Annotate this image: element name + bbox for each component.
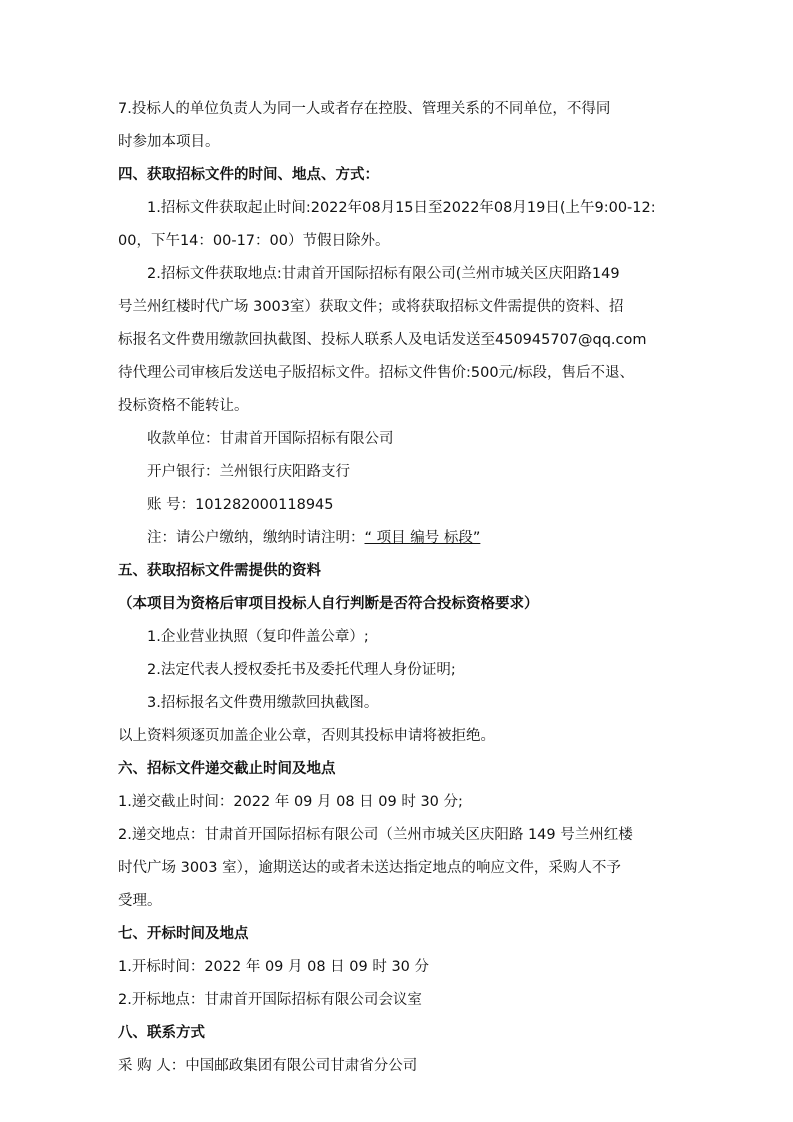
section4-heading: 四、获取招标文件的时间、地点、方式： <box>118 167 379 183</box>
s4-item1-line1: 1.招标文件获取起止时间:2022年08月15日至2022年08月19日(上午9:00-12: <box>147 200 656 216</box>
section5-subheading: （本项目为资格后审项目投标人自行判断是否符合投标资格要求） <box>118 596 539 612</box>
note-line <box>147 528 480 548</box>
note-underlined-text: “ 项目 编号 标段” <box>364 530 481 546</box>
s5-item3: 3.招标报名文件费用缴款回执截图。 <box>147 695 379 711</box>
s5-item2: 2.法定代表人授权委托书及委托代理人身份证明; <box>147 662 456 678</box>
s7-item1: 1.开标时间：2022 年 09 月 08 日 09 时 30 分 <box>118 959 430 975</box>
s4-item2-line5: 投标资格不能转让。 <box>118 398 249 414</box>
note-prefix: 注：请公户缴纳，缴纳时请注明： <box>147 530 365 546</box>
s5-note: 以上资料须逐页加盖企业公章，否则其投标申请将被拒绝。 <box>118 728 495 744</box>
s6-item2-line2: 时代广场 3003 室），逾期送达的或者未送达指定地点的响应文件，采购人不予 <box>118 860 621 876</box>
section7-heading: 七、开标时间及地点 <box>118 926 249 942</box>
s4-item2-line3: 标报名文件费用缴款回执截图、投标人联系人及电话发送至450945707@qq.com <box>118 332 647 348</box>
bank-line: 开户银行：兰州银行庆阳路支行 <box>147 464 350 480</box>
account-line: 账 号：101282000118945 <box>147 497 334 513</box>
s4-item2-line4: 待代理公司审核后发送电子版招标文件。招标文件售价:500元/标段，售后不退、 <box>118 365 634 381</box>
section8-heading: 八、联系方式 <box>118 1025 205 1041</box>
s4-item1-line2: 00，下午14：00-17：00）节假日除外。 <box>118 233 390 249</box>
item7-line1: 7.投标人的单位负责人为同一人或者存在控股、管理关系的不同单位，不得同 <box>118 101 611 117</box>
s6-item1: 1.递交截止时间：2022 年 09 月 08 日 09 时 30 分; <box>118 794 463 810</box>
s7-item2: 2.开标地点：甘肃首开国际招标有限公司会议室 <box>118 992 422 1008</box>
section6-heading: 六、招标文件递交截止时间及地点 <box>118 761 336 777</box>
s5-item1: 1.企业营业执照（复印件盖公章）; <box>147 629 369 645</box>
s4-item2-line1: 2.招标文件获取地点:甘肃首开国际招标有限公司(兰州市城关区庆阳路149 <box>147 266 620 282</box>
s6-item2-line3: 受理。 <box>118 893 162 909</box>
s6-item2-line1: 2.递交地点：甘肃首开国际招标有限公司（兰州市城关区庆阳路 149 号兰州红楼 <box>118 827 633 843</box>
section5-heading: 五、获取招标文件需提供的资料 <box>118 563 321 579</box>
purchaser-line: 采 购 人：中国邮政集团有限公司甘肃省分公司 <box>118 1058 418 1074</box>
s4-item2-line2: 号兰州红楼时代广场 3003室）获取文件；或将获取招标文件需提供的资料、招 <box>118 299 624 315</box>
payee-line: 收款单位：甘肃首开国际招标有限公司 <box>147 431 394 447</box>
item7-line2: 时参加本项目。 <box>118 134 220 150</box>
